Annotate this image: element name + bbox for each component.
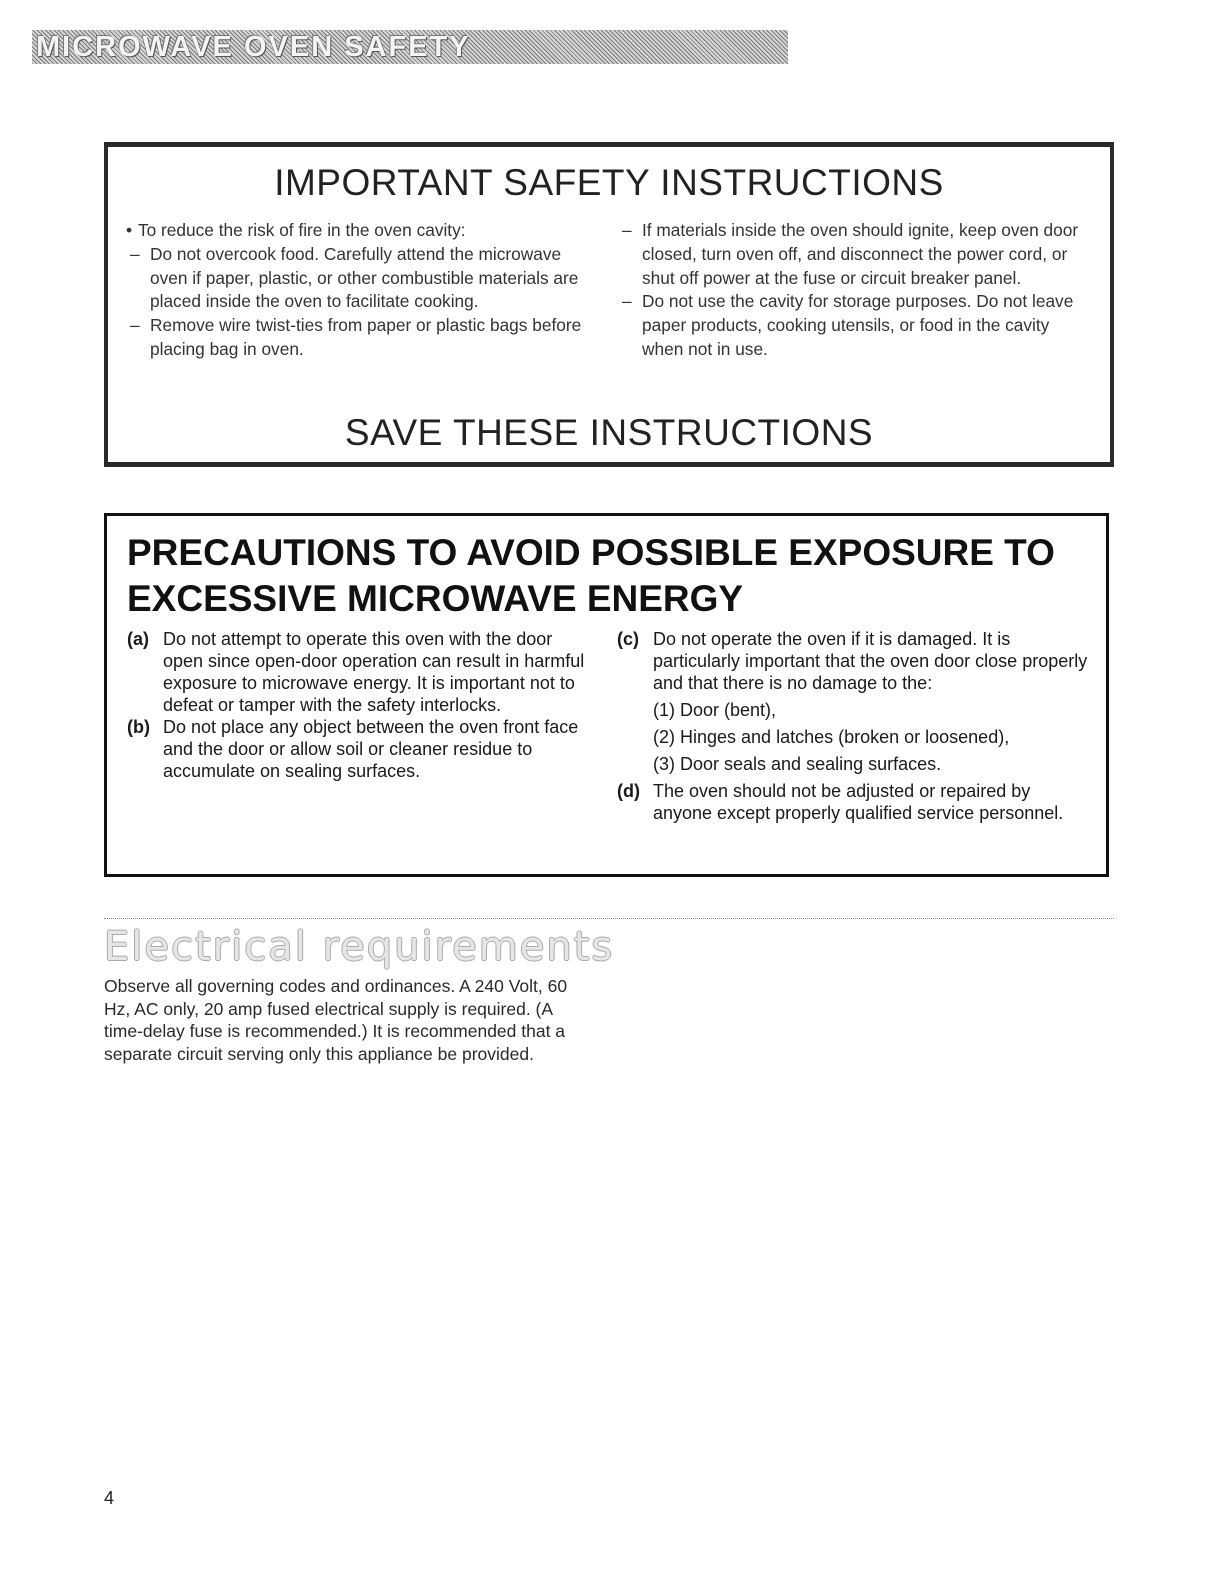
- bullet-icon: •: [126, 220, 133, 240]
- damage-subitem: (2) Hinges and latches (broken or loosened),: [653, 727, 1010, 747]
- dash-icon: –: [622, 220, 632, 240]
- precautions-title: PRECAUTIONS TO AVOID POSSIBLE EXPOSURE TO EXCESSIVE MICROWAVE ENERGY: [127, 532, 1055, 619]
- electrical-requirements-body: Observe all governing codes and ordinances. A 240 Volt, 60 Hz, AC only, 20 amp fused electrical supply is required. (A time-delay fuse is recommended.) It is recommended that a separate circuit serving only this appliance be provided.: [104, 976, 568, 1064]
- precaution-item-d: (d) The oven should not be adjusted or repaired by anyone except properly qualified service personnel.: [617, 781, 1064, 823]
- safety-right-column: [618, 219, 1088, 362]
- electrical-requirements-heading: Electrical requirements: [104, 924, 615, 970]
- save-instructions-heading: SAVE THESE INSTRUCTIONS: [344, 412, 874, 453]
- safety-bullet: • To reduce the risk of fire in the oven cavity:: [126, 219, 596, 243]
- precaution-item-a: (a) Do not attempt to operate this oven with the door open since open-door operation can result in harmful exposure to microwave energy. It is important not to defeat or tamper with the safety interlocks.: [127, 629, 585, 715]
- page-number: 4: [104, 1488, 115, 1508]
- precautions-left-column: [127, 628, 597, 782]
- safety-dash-item: – Do not use the cavity for storage purposes. Do not leave paper products, cooking utensils, or food in the cavity when not in use.: [618, 290, 1088, 361]
- section-title: MICROWAVE OVEN SAFETY: [36, 31, 471, 63]
- section-divider: [104, 918, 1114, 919]
- safety-dash-item: – Remove wire twist-ties from paper or plastic bags before placing bag in oven.: [126, 314, 596, 362]
- section-header-band: [32, 30, 788, 64]
- damage-subitem: (1) Door (bent),: [653, 700, 777, 720]
- safety-left-column: [126, 219, 596, 362]
- important-safety-title: IMPORTANT SAFETY INSTRUCTIONS: [274, 162, 944, 203]
- safety-dash-item: – If materials inside the oven should ignite, keep oven door closed, turn oven off, and disconnect the power cord, or shut off power at the fuse or circuit breaker panel.: [618, 219, 1088, 290]
- safety-dash-item: – Do not overcook food. Carefully attend the microwave oven if paper, plastic, or other combustible materials are placed inside the oven to facilitate cooking.: [126, 243, 596, 314]
- precaution-item-c: (c) Do not operate the oven if it is damaged. It is particularly important that the oven door close properly and that there is no damage to the:: [617, 629, 1088, 693]
- important-safety-box: [104, 142, 1114, 467]
- dash-icon: –: [130, 315, 140, 336]
- precautions-box: [104, 513, 1109, 877]
- dash-icon: –: [130, 243, 140, 264]
- damage-subitem: (3) Door seals and sealing surfaces.: [653, 754, 942, 774]
- precautions-right-column: [617, 628, 1092, 824]
- precaution-item-b: (b) Do not place any object between the oven front face and the door or allow soil or cleaner residue to accumulate on sealing surfaces.: [127, 717, 579, 781]
- dash-icon: –: [622, 291, 632, 312]
